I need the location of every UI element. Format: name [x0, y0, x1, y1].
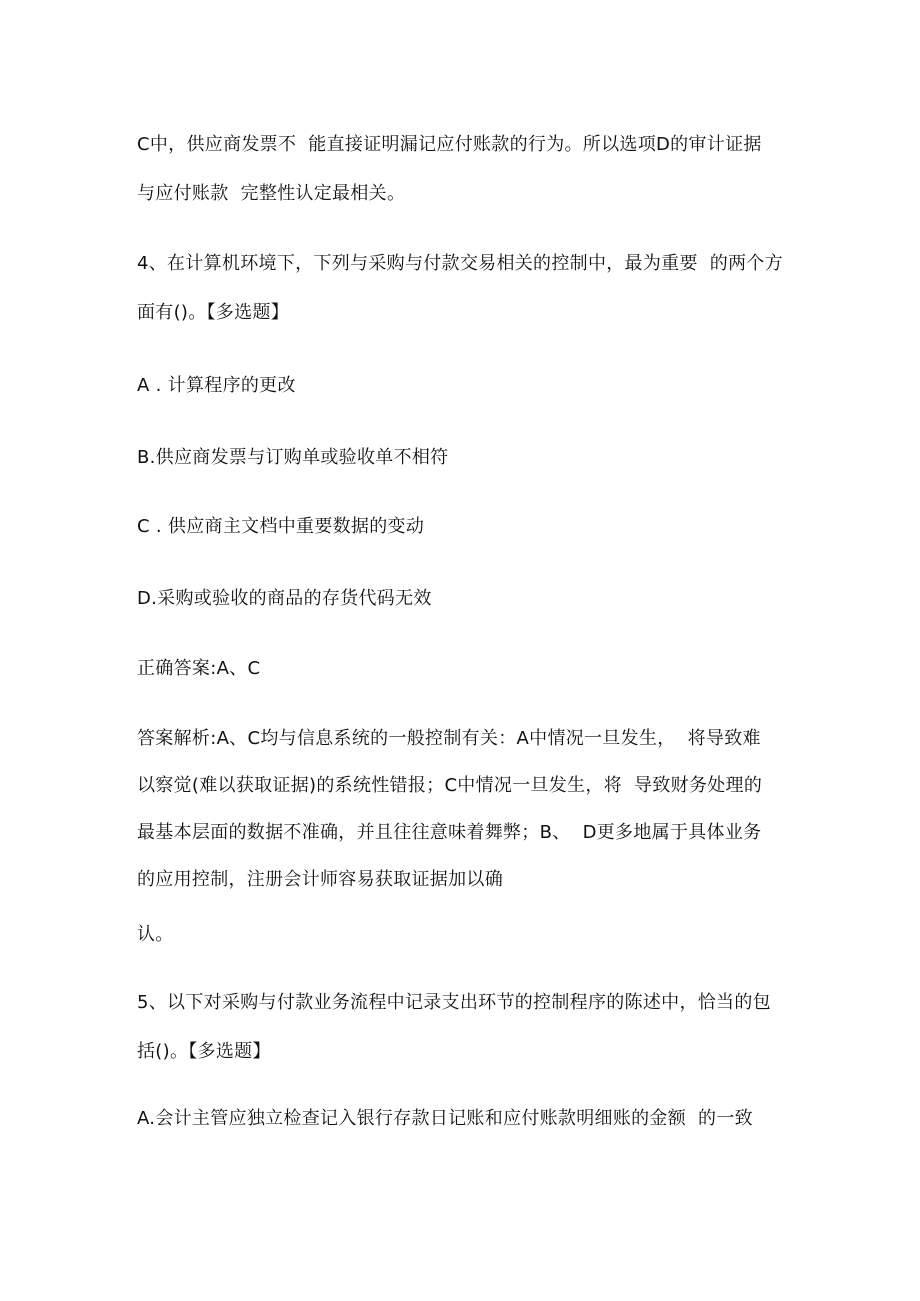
question-4-option-a: A . 计算程序的更改 [137, 375, 296, 396]
question-4-option-b: B.供应商发票与订购单或验收单不相符 [137, 447, 449, 468]
question-4-analysis-line-1: 答案解析:A、C均与信息系统的一般控制有关：A中情况一旦发生， 将导致难 [137, 728, 761, 749]
question-4-stem-line-2: 面有()。【多选题】 [137, 302, 290, 323]
question-5-stem-line-1: 5、以下对采购与付款业务流程中记录支出环节的控制程序的陈述中，恰当的包 [137, 992, 771, 1013]
question-4-analysis-line-4: 的应用控制，注册会计师容易获取证据加以确 [137, 869, 503, 890]
question-4-stem-line-1: 4、在计算机环境下，下列与采购与付款交易相关的控制中，最为重要 的两个方 [137, 253, 783, 274]
question-4-analysis-line-3: 最基本层面的数据不准确，并且往往意味着舞弊；B、 D更多地属于具体业务 [137, 822, 762, 843]
question-5-stem-line-2: 括()。【多选题】 [137, 1041, 271, 1062]
question-4-analysis-line-5: 认。 [137, 924, 174, 945]
question-4-option-d: D.采购或验收的商品的存货代码无效 [137, 588, 432, 609]
previous-explanation-line-2: 与应付账款 完整性认定最相关。 [137, 183, 406, 204]
previous-explanation-line-1: C中，供应商发票不 能直接证明漏记应付账款的行为。所以选项D的审计证据 [137, 134, 762, 155]
question-5-option-a: A.会计主管应独立检查记入银行存款日记账和应付账款明细账的金额 的一致 [137, 1108, 753, 1129]
question-4-analysis-line-2: 以察觉(难以获取证据)的系统性错报；C中情况一旦发生，将 导致财务处理的 [137, 775, 763, 796]
question-4-correct-answer: 正确答案:A、C [137, 658, 261, 679]
question-4-option-c: C . 供应商主文档中重要数据的变动 [137, 516, 425, 537]
